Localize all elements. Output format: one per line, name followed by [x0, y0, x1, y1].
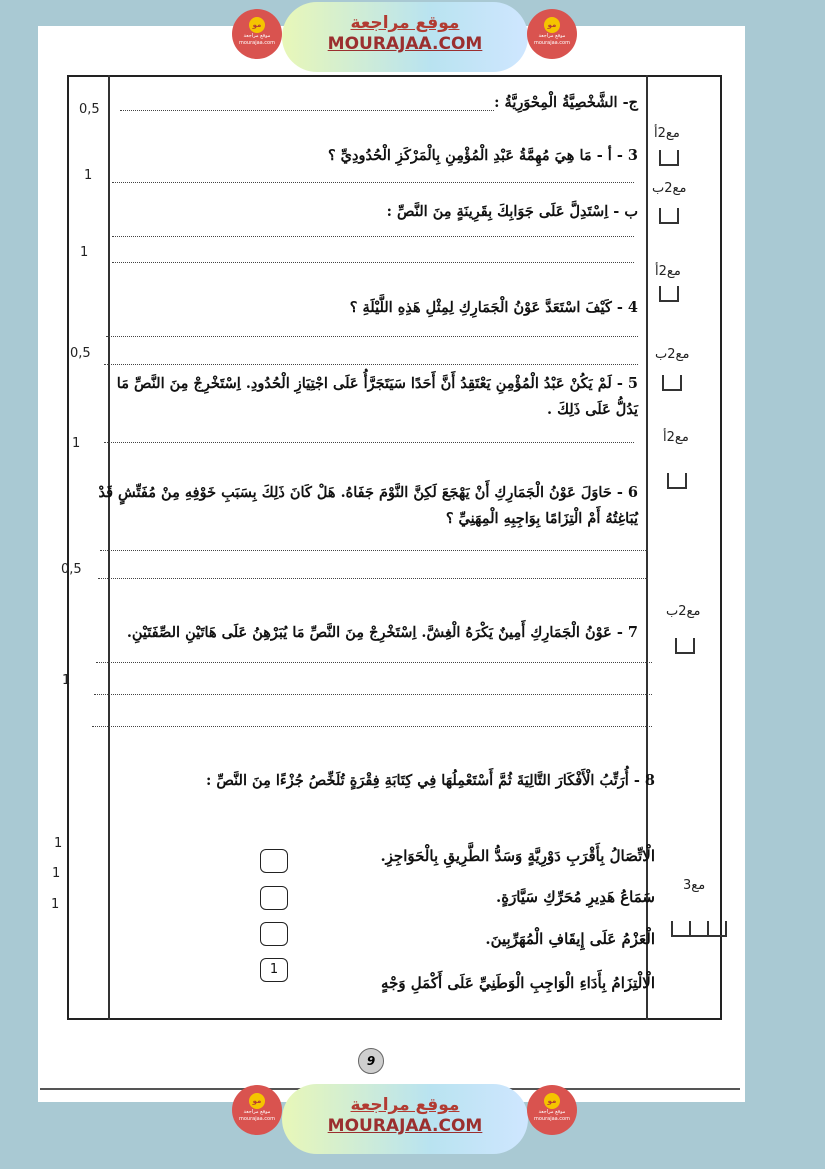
ordering-box[interactable]	[260, 922, 288, 946]
answer-line[interactable]	[104, 442, 634, 443]
question-8: 8 - أُرَتِّبُ الْأَفْكَارَ التَّالِيَةَ ثُمَّ أَسْتَعْمِلُهَا فِي كِتَابَةِ فِقْرَةٍ تُلَخِّصُ جُزْءًا مِنَ النَّصِّ :	[206, 772, 655, 789]
question-5: 5 - لَمْ يَكُنْ عَبْدُ الْمُؤْمِنِ يَعْتَقِدُ أَنَّ أَحَدًا سَيَتَجَرَّأُ عَلَى اجْتِيَازِ الْحُدُودِ. اِسْتَخْرِجْ مِنَ النَّصِّ مَا يَدُلُّ عَلَى ذَلِكَ .	[116, 375, 638, 418]
site-name-ar[interactable]: موقع مراجعة	[350, 13, 460, 33]
ordering-item: الْعَزْمُ عَلَى إِيقَافِ الْمُهَرِّبِينَ.	[485, 930, 655, 948]
competency-checkbox[interactable]	[659, 208, 679, 224]
competency-checkbox[interactable]	[675, 638, 695, 654]
answer-line[interactable]	[98, 578, 648, 579]
answer-line[interactable]	[100, 550, 648, 551]
logo-badge: مو	[544, 17, 560, 33]
answer-line[interactable]	[96, 662, 652, 663]
site-name-en[interactable]: MOURAJAA.COM	[327, 1116, 483, 1136]
logo-badge: مو	[249, 17, 265, 33]
ordering-box[interactable]	[260, 849, 288, 873]
answer-line[interactable]	[92, 726, 652, 727]
ordering-box[interactable]: 1	[260, 958, 288, 982]
logo-text: موقع مراجعة	[243, 1109, 271, 1115]
logo-text: موقع مراجعة	[538, 1109, 566, 1115]
competency-column-divider	[646, 75, 648, 1020]
logo-url: mourajaa.com	[533, 40, 570, 46]
ordering-box[interactable]	[260, 886, 288, 910]
site-banner-bottom[interactable]	[282, 1084, 528, 1154]
competency-label: مع2ب	[666, 604, 701, 619]
score: 0,5	[61, 562, 82, 577]
answer-line[interactable]	[112, 236, 634, 237]
ordering-item: سَمَاعُ هَدِيرِ مُحَرِّكِ سَيَّارَةٍ.	[495, 888, 655, 906]
answer-line[interactable]	[112, 262, 634, 263]
score: 1	[52, 866, 61, 881]
logo-text: موقع مراجعة	[538, 33, 566, 39]
competency-label: مع2أ	[655, 264, 681, 279]
score: 1	[84, 168, 93, 183]
answer-line[interactable]	[94, 694, 652, 695]
answer-line[interactable]	[112, 182, 634, 183]
competency-label: مع2أ	[654, 126, 680, 141]
competency-checkbox[interactable]	[659, 286, 679, 302]
logo-badge: مو	[249, 1093, 265, 1109]
site-name-ar[interactable]: موقع مراجعة	[350, 1095, 460, 1115]
competency-checkbox[interactable]	[662, 375, 682, 391]
competency-checkbox[interactable]	[667, 473, 687, 489]
logo-url: mourajaa.com	[238, 40, 275, 46]
site-logo-left	[232, 1085, 282, 1135]
logo-text: موقع مراجعة	[243, 33, 271, 39]
score: 1	[80, 245, 89, 260]
answer-line[interactable]	[104, 364, 638, 365]
score: 0,5	[79, 102, 100, 117]
competency-label: مع2أ	[663, 430, 689, 445]
score: 0,5	[70, 346, 91, 361]
question-3a: 3 - أ - مَا هِيَ مُهِمَّةُ عَبْدِ الْمُؤْمِنِ بِالْمَرْكَزِ الْحُدُودِيِّ ؟	[327, 147, 638, 164]
competency-label: مع2ب	[652, 181, 687, 196]
site-logo-right	[527, 1085, 577, 1135]
site-logo-left	[232, 9, 282, 59]
score-column-divider	[108, 75, 110, 1020]
competency-label: مع3	[683, 878, 706, 893]
score: 1	[62, 673, 71, 688]
answer-line[interactable]	[120, 110, 494, 111]
logo-badge: مو	[544, 1093, 560, 1109]
logo-url: mourajaa.com	[533, 1116, 570, 1122]
site-name-en[interactable]: MOURAJAA.COM	[327, 34, 483, 54]
question-6: 6 - حَاوَلَ عَوْنُ الْجَمَارِكِ أَنْ يَهْجَعَ لَكِنَّ النَّوْمَ جَفَاهُ. هَلْ كَانَ ذَلِكَ بِسَبَبِ خَوْفِهِ مِنْ مُفَتِّشٍ قَدْ يُبَاغِتُهُ أَمْ الْتِزَامًا بِوَاجِبِهِ الْمِهَنِيِّ ؟	[98, 484, 638, 527]
ordering-item: الْاتِّصَالُ بِأَقْرَبِ دَوْرِيَّةٍ وَسَدُّ الطَّرِيقِ بِالْحَوَاجِزِ.	[380, 847, 655, 865]
score: 1	[72, 436, 81, 451]
answer-line[interactable]	[106, 336, 638, 337]
site-logo-right	[527, 9, 577, 59]
score: 1	[51, 897, 60, 912]
logo-url: mourajaa.com	[238, 1116, 275, 1122]
score: 1	[54, 836, 63, 851]
question-7: 7 - عَوْنُ الْجَمَارِكِ أَمِينٌ يَكْرَهُ الْغِشَّ. اِسْتَخْرِجْ مِنَ النَّصِّ مَا يُبَرْهِنُ عَلَى هَاتَيْنِ الصِّفَتَيْنِ.	[126, 624, 638, 641]
page-number: 9	[358, 1048, 384, 1074]
competency-checkbox-ordering[interactable]	[671, 921, 727, 937]
ordering-item: الْالْتِزَامُ بِأَدَاءِ الْوَاجِبِ الْوَطَنِيِّ عَلَى أَكْمَلِ وَجْهٍ	[381, 974, 655, 992]
question-c-character: ج- الشَّخْصِيَّةُ الْمِحْوَرِيَّةُ :	[494, 94, 638, 111]
question-3b: ب - اِسْتَدِلَّ عَلَى جَوَابِكَ بِقَرِينَةٍ مِنَ النَّصِّ :	[386, 203, 638, 220]
question-4: 4 - كَيْفَ اسْتَعَدَّ عَوْنُ الْجَمَارِكِ لِمِثْلِ هَذِهِ اللَّيْلَةِ ؟	[349, 299, 638, 316]
competency-checkbox[interactable]	[659, 150, 679, 166]
competency-label: مع2ب	[655, 347, 690, 362]
site-banner-top[interactable]	[282, 2, 528, 72]
